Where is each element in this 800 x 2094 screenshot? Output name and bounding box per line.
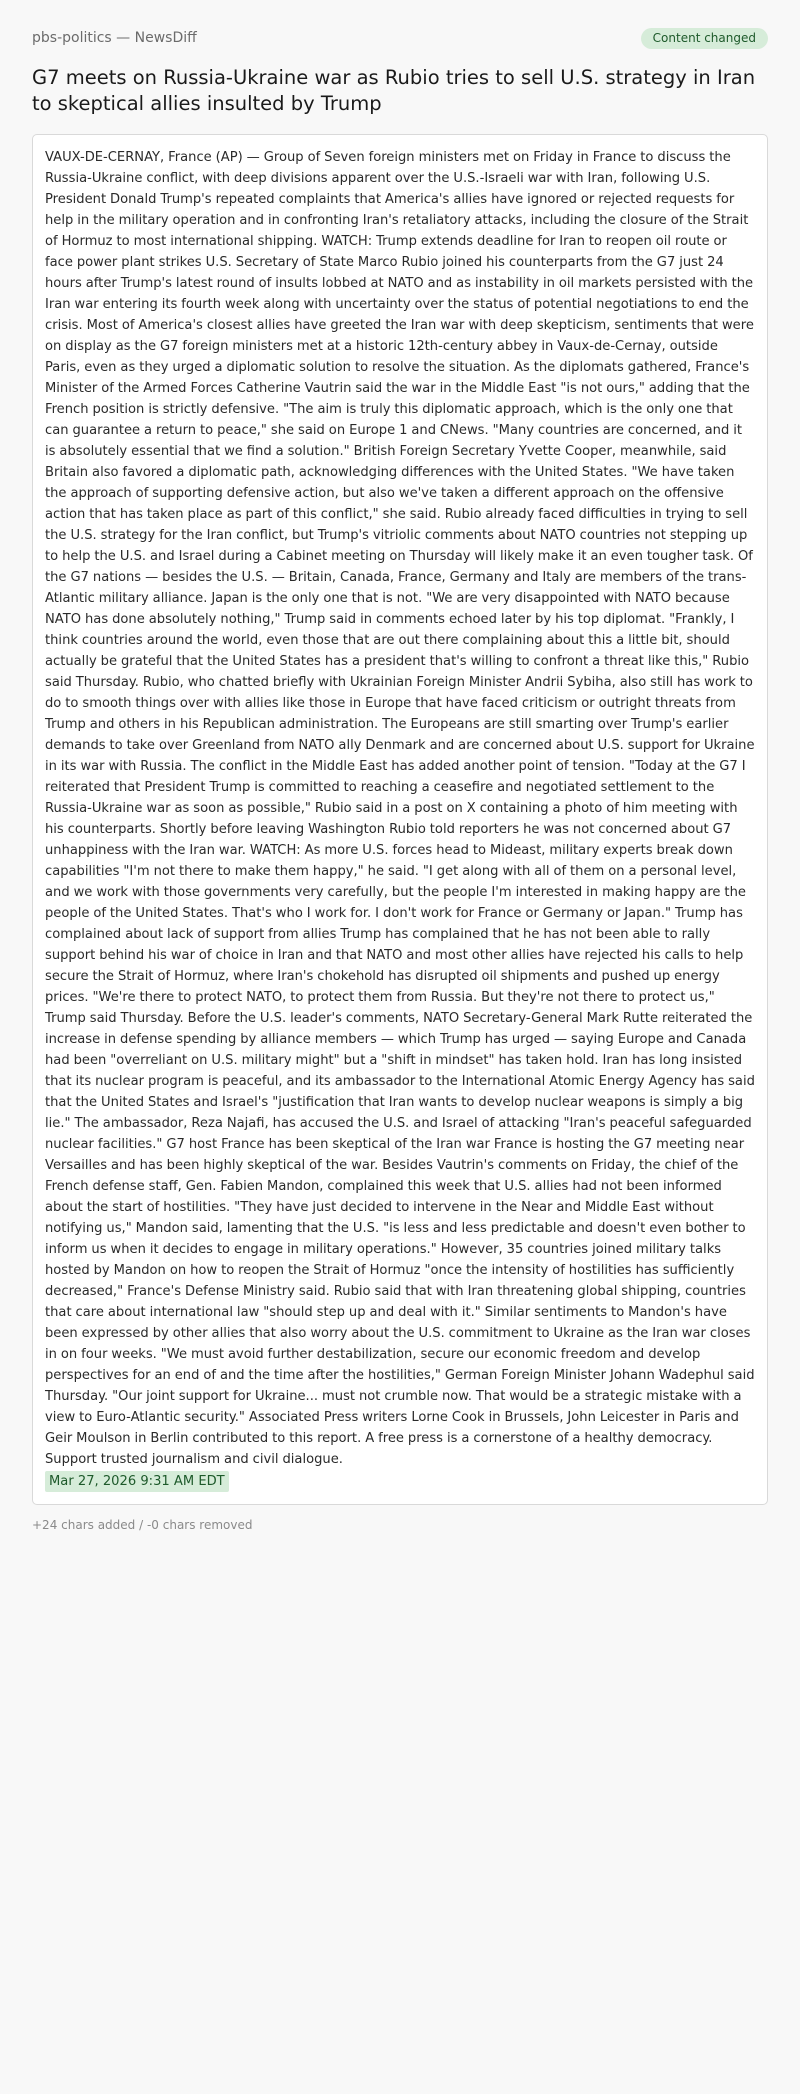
added-text-highlight: Mar 27, 2026 9:31 AM EDT [45,1471,229,1492]
source-label: pbs-politics — NewsDiff [32,30,197,46]
page-title: G7 meets on Russia-Ukraine war as Rubio tries to sell U.S. strategy in Iran to skeptical allies insulted by Trump [32,66,756,115]
article-body: VAUX-DE-CERNAY, France (AP) — Group of Seven foreign ministers met on Friday in France to discuss the Russia-Ukraine conflict, with deep divisions apparent over the U.S.-Israeli war with Iran, following U.S. President Donald Trump's repeated complaints that America's allies have ignored or rejected requests for help in the military operation and in confronting Iran's retaliatory attacks, including the closure of the Strait of Hormuz to most international shipping. WATCH: Trump extends deadline for Iran to reopen oil route or face power plant strikes U.S. Secretary of State Marco Rubio joined his counterparts from the G7 just 24 hours after Trump's latest round of insults lobbed at NATO and as instability in oil markets persisted with the Iran war entering its fourth week along with uncertainty over the status of potential negotiations to end the crisis. Most of America's closest allies have greeted the Iran war with deep skepticism, sentiments that were on display as the G7 foreign ministers met at a historic 12th-century abbey in Vaux-de-Cernay, outside Paris, even as they urged a diplomatic solution to resolve the situation. As the diplomats gathered, France's Minister of the Armed Forces Catherine Vautrin said the war in the Middle East "is not ours," adding that the French position is strictly defensive. "The aim is truly this diplomatic approach, which is the only one that can guarantee a return to peace," she said on Europe 1 and CNews. "Many countries are concerned, and it is absolutely essential that we find a solution." British Foreign Secretary Yvette Cooper, meanwhile, said Britain also favored a diplomatic path, acknowledging differences with the United States. "We have taken the approach of supporting defensive action, but also we've taken a different approach on the offensive action that has taken place as part of this conflict," she said. Rubio already faced difficulties in trying to sell the U.S. strategy for the Iran conflict, but Trump's vitriolic comments about NATO countries not stepping up to help the U.S. and Israel during a Cabinet meeting on Thursday will likely make it an even tougher task. Of the G7 nations — besides the U.S. — Britain, Canada, France, Germany and Italy are members of the trans-Atlantic military alliance. Japan is the only one that is not. "We are very disappointed with NATO because NATO has done absolutely nothing," Trump said in comments echoed later by his top diplomat. "Frankly, I think countries around the world, even those that are out there complaining about this a little bit, should actually be grateful that the United States has a president that's willing to confront a threat like this," Rubio said Thursday. Rubio, who chatted briefly with Ukrainian Foreign Minister Andrii Sybiha, also still has work to do to smooth things over with allies like those in Europe that have faced criticism or outright threats from Trump and others in his Republican administration. The Europeans are still smarting over Trump's earlier demands to take over Greenland from NATO ally Denmark and are concerned about U.S. support for Ukraine in its war with Russia. The conflict in the Middle East has added another point of tension. "Today at the G7 I reiterated that President Trump is committed to reaching a ceasefire and negotiated settlement to the Russia-Ukraine war as soon as possible," Rubio said in a post on X containing a photo of him meeting with his counterparts. Shortly before leaving Washington Rubio told reporters he was not concerned about G7 unhappiness with the Iran war. WATCH: As more U.S. forces head to Mideast, military experts break down capabilities "I'm not there to make them happy," he said. "I get along with all of them on a personal level, and we work with those governments very carefully, but the people I'm interested in making happy are the people of the United States. That's who I work for. I don't work for France or Germany or Japan." Trump has complained about lack of support from allies Trump has complained that he has not been able to rally support behind his war of choice in Iran and that NATO and most other allies have rejected his calls to help secure the Strait of Hormuz, where Iran's chokehold has disrupted oil shipments and pushed up energy prices. "We're there to protect NATO, to protect them from Russia. But they're not there to protect us," Trump said Thursday. Before the U.S. leader's comments, NATO Secretary-General Mark Rutte reiterated the increase in defense spending by alliance members — which Trump has urged — saying Europe and Canada had been "overreliant on U.S. military might" but a "shift in mindset" has taken hold. Iran has long insisted that its nuclear program is peaceful, and its ambassador to the International Atomic Energy Agency has said that the United States and Israel's "justification that Iran wants to develop nuclear weapons is simply a big lie." The ambassador, Reza Najafi, has accused the U.S. and Israel of attacking "Iran's peaceful safeguarded nuclear facilities." G7 host France has been skeptical of the Iran war France is hosting the G7 meeting near Versailles and has been highly skeptical of the war. Besides Vautrin's comments on Friday, the chief of the French defense staff, Gen. Fabien Mandon, complained this week that U.S. allies had not been informed about the start of hostilities. "They have just decided to intervene in the Near and Middle East without notifying us," Mandon said, lamenting that the U.S. "is less and less predictable and doesn't even bother to inform us when it decides to engage in military operations." However, 35 countries joined military talks hosted by Mandon on how to reopen the Strait of Hormuz "once the intensity of hostilities has sufficiently decreased," France's Defense Ministry said. Rubio said that with Iran threatening global shipping, countries that care about international law "should step up and deal with it." Similar sentiments to Mandon's have been expressed by other allies that also worry about the U.S. commitment to Ukraine as the Iran war closes in on four weeks. "We must avoid further destabilization, secure our economic freedom and develop perspectives for an end of and the time after the hostilities," German Foreign Minister Johann Wadephul said Thursday. "Our joint support for Ukraine... must not crumble now. That would be a strategic mistake with a view to Euro-Atlantic security." Associated Press writers Lorne Cook in Brussels, John Leicester in Paris and Geir Moulson in Berlin contributed to this report. A free press is a cornerstone of a healthy democracy. Support trusted journalism and civil dialogue. [45,150,755,1467]
diff-card [32,134,768,1505]
status-badge: Content changed [641,28,768,49]
header [32,28,768,48]
diff-stats: +24 chars added / -0 chars removed [32,1518,253,1532]
